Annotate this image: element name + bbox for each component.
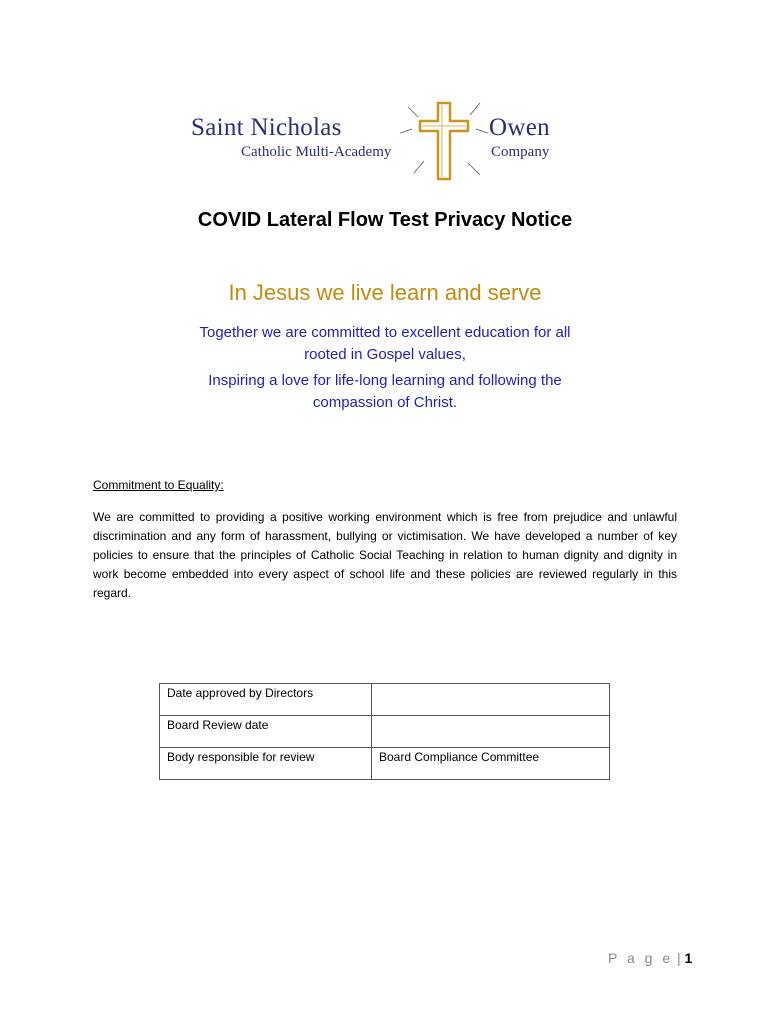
- logo-name-left: Saint Nicholas: [191, 114, 342, 141]
- mission-line-4: compassion of Christ.: [312, 394, 458, 411]
- page-number: 1: [684, 950, 693, 966]
- table-cell-value: [372, 684, 610, 716]
- table-cell-label: Date approved by Directors: [160, 684, 372, 716]
- table-cell-label: Board Review date: [160, 716, 372, 748]
- school-motto: In Jesus we live learn and serve: [228, 280, 542, 305]
- equality-paragraph: We are committed to providing a positive working environment which is free from prejudice and unlawful discrimination and any form of harassment, bullying or victimisation. We have developed a number of key policies to ensure that the principles of Catholic Social Teaching in relation to human dignity and dignity in work become embedded into every aspect of school life and these policies are reviewed regularly in this regard.: [93, 510, 677, 600]
- logo-sub-right: Company: [491, 144, 550, 160]
- table-row: [160, 684, 610, 716]
- table-row: [160, 748, 610, 780]
- page-separator: |: [677, 950, 681, 966]
- page-label: P a g e: [608, 950, 674, 966]
- mission-line-2: rooted in Gospel values,: [304, 346, 466, 363]
- mission-line-3: Inspiring a love for life-long learning and following the: [208, 372, 562, 389]
- review-table: [159, 683, 610, 780]
- table-cell-value: [372, 716, 610, 748]
- table-cell-value: Board Compliance Committee: [372, 748, 610, 780]
- page-footer: [608, 950, 692, 966]
- document-title: COVID Lateral Flow Test Privacy Notice: [197, 209, 573, 231]
- logo-name-right: Owen: [489, 114, 550, 141]
- equality-heading: Commitment to Equality:: [93, 478, 224, 492]
- logo-sub-left: Catholic Multi-Academy: [241, 144, 392, 160]
- cross-icon: [394, 97, 494, 187]
- mission-statement-1: [0, 322, 770, 366]
- academy-logo: [186, 97, 586, 187]
- mission-statement-2: [0, 370, 770, 414]
- table-row: [160, 716, 610, 748]
- table-cell-label: Body responsible for review: [160, 748, 372, 780]
- mission-line-1: Together we are committed to excellent education for all: [199, 324, 571, 341]
